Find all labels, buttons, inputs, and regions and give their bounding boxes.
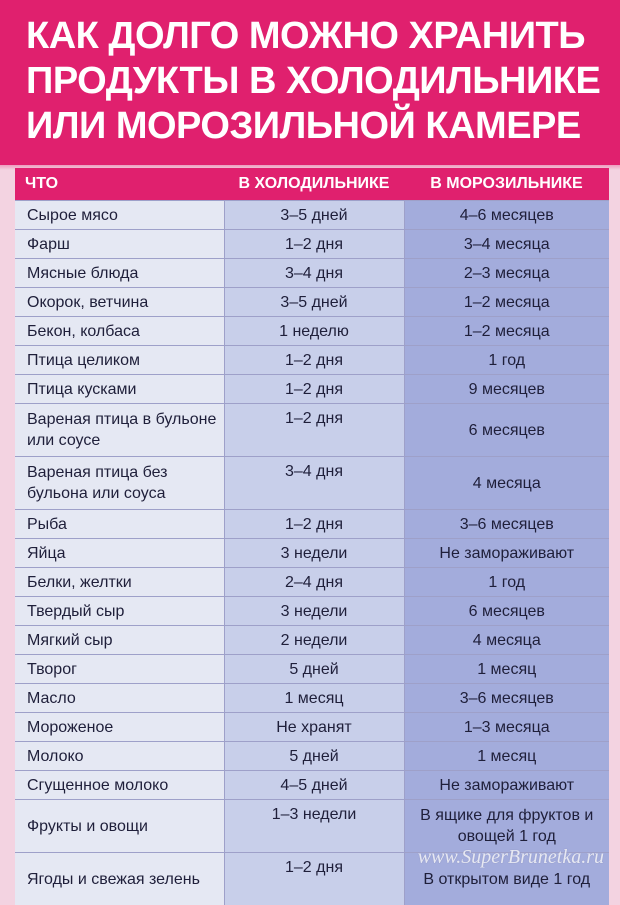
cell-item: Твердый сыр xyxy=(15,597,224,626)
cell-item: Мороженое xyxy=(15,713,224,742)
storage-table-container xyxy=(15,168,609,905)
table-row xyxy=(15,684,609,713)
cell-freezer-time: В открытом виде 1 год xyxy=(404,853,609,905)
table-row xyxy=(15,597,609,626)
cell-item: Вареная птица без бульона или соуса xyxy=(15,457,224,510)
cell-freezer-time: 6 месяцев xyxy=(404,597,609,626)
cell-fridge-time: 3 недели xyxy=(224,597,404,626)
cell-fridge-time: 1–2 дня xyxy=(224,510,404,539)
table-header-row xyxy=(15,168,609,201)
column-header-freezer: В МОРОЗИЛЬНИКЕ xyxy=(404,168,609,201)
cell-fridge-time: 1–2 дня xyxy=(224,375,404,404)
cell-fridge-time: 1 месяц xyxy=(224,684,404,713)
cell-item: Мягкий сыр xyxy=(15,626,224,655)
cell-item: Творог xyxy=(15,655,224,684)
cell-fridge-time: 1–2 дня xyxy=(224,853,404,905)
cell-item: Бекон, колбаса xyxy=(15,317,224,346)
cell-item: Молоко xyxy=(15,742,224,771)
cell-item: Сырое мясо xyxy=(15,201,224,230)
cell-fridge-time: 1–2 дня xyxy=(224,346,404,375)
table-row xyxy=(15,742,609,771)
cell-freezer-time: 3–4 месяца xyxy=(404,230,609,259)
cell-item: Белки, желтки xyxy=(15,568,224,597)
cell-item: Птица кусками xyxy=(15,375,224,404)
table-row xyxy=(15,568,609,597)
cell-fridge-time: 1–3 недели xyxy=(224,800,404,853)
table-row xyxy=(15,457,609,510)
cell-freezer-time: В ящике для фруктов и овощей 1 год xyxy=(404,800,609,853)
table-row xyxy=(15,404,609,457)
cell-freezer-time: 1 год xyxy=(404,568,609,597)
cell-item: Вареная птица в бульоне или соусе xyxy=(15,404,224,457)
page-title xyxy=(26,14,606,149)
table-row xyxy=(15,713,609,742)
cell-fridge-time: Не хранят xyxy=(224,713,404,742)
cell-item: Рыба xyxy=(15,510,224,539)
table-row xyxy=(15,800,609,853)
cell-fridge-time: 3–5 дней xyxy=(224,201,404,230)
watermark: www.SuperBrunetka.ru xyxy=(418,846,604,869)
table-row xyxy=(15,655,609,684)
cell-freezer-time: 1–2 месяца xyxy=(404,288,609,317)
cell-freezer-time: 4 месяца xyxy=(404,626,609,655)
cell-fridge-time: 1–2 дня xyxy=(224,404,404,457)
title-line: ПРОДУКТЫ В ХОЛОДИЛЬНИКЕ xyxy=(26,59,606,104)
brush-stroke-decoration xyxy=(0,148,620,170)
cell-item: Яйца xyxy=(15,539,224,568)
table-row xyxy=(15,317,609,346)
cell-fridge-time: 3–4 дня xyxy=(224,259,404,288)
table-row xyxy=(15,375,609,404)
storage-table xyxy=(15,168,609,905)
table-body xyxy=(15,201,609,905)
column-header-item: ЧТО xyxy=(15,168,224,201)
cell-freezer-time: 2–3 месяца xyxy=(404,259,609,288)
cell-item: Масло xyxy=(15,684,224,713)
table-row xyxy=(15,346,609,375)
cell-item: Фарш xyxy=(15,230,224,259)
cell-fridge-time: 1–2 дня xyxy=(224,230,404,259)
cell-freezer-time: 3–6 месяцев xyxy=(404,510,609,539)
cell-freezer-time: 4–6 месяцев xyxy=(404,201,609,230)
table-row xyxy=(15,288,609,317)
cell-item: Мясные блюда xyxy=(15,259,224,288)
cell-freezer-time: 1–3 месяца xyxy=(404,713,609,742)
table-row xyxy=(15,230,609,259)
cell-fridge-time: 2 недели xyxy=(224,626,404,655)
cell-fridge-time: 5 дней xyxy=(224,655,404,684)
cell-item: Сгущенное молоко xyxy=(15,771,224,800)
cell-freezer-time: 1 месяц xyxy=(404,655,609,684)
cell-freezer-time: Не замораживают xyxy=(404,771,609,800)
table-row xyxy=(15,771,609,800)
table-row xyxy=(15,259,609,288)
cell-freezer-time: 1–2 месяца xyxy=(404,317,609,346)
cell-fridge-time: 3 недели xyxy=(224,539,404,568)
cell-freezer-time: 1 месяц xyxy=(404,742,609,771)
title-line: КАК ДОЛГО МОЖНО ХРАНИТЬ xyxy=(26,14,606,59)
table-row xyxy=(15,510,609,539)
cell-fridge-time: 3–5 дней xyxy=(224,288,404,317)
column-header-fridge: В ХОЛОДИЛЬНИКЕ xyxy=(224,168,404,201)
cell-freezer-time: 9 месяцев xyxy=(404,375,609,404)
cell-freezer-time: 4 месяца xyxy=(404,457,609,510)
cell-freezer-time: 3–6 месяцев xyxy=(404,684,609,713)
cell-fridge-time: 4–5 дней xyxy=(224,771,404,800)
table-row xyxy=(15,539,609,568)
title-line: ИЛИ МОРОЗИЛЬНОЙ КАМЕРЕ xyxy=(26,104,606,149)
table-row xyxy=(15,201,609,230)
cell-fridge-time: 5 дней xyxy=(224,742,404,771)
cell-fridge-time: 2–4 дня xyxy=(224,568,404,597)
table-row xyxy=(15,626,609,655)
cell-item: Окорок, ветчина xyxy=(15,288,224,317)
cell-fridge-time: 1 неделю xyxy=(224,317,404,346)
header-banner xyxy=(0,0,620,165)
cell-item: Фрукты и овощи xyxy=(15,800,224,853)
cell-fridge-time: 3–4 дня xyxy=(224,457,404,510)
cell-item: Ягоды и свежая зелень xyxy=(15,853,224,905)
cell-freezer-time: 1 год xyxy=(404,346,609,375)
cell-item: Птица целиком xyxy=(15,346,224,375)
cell-freezer-time: Не замораживают xyxy=(404,539,609,568)
cell-freezer-time: 6 месяцев xyxy=(404,404,609,457)
